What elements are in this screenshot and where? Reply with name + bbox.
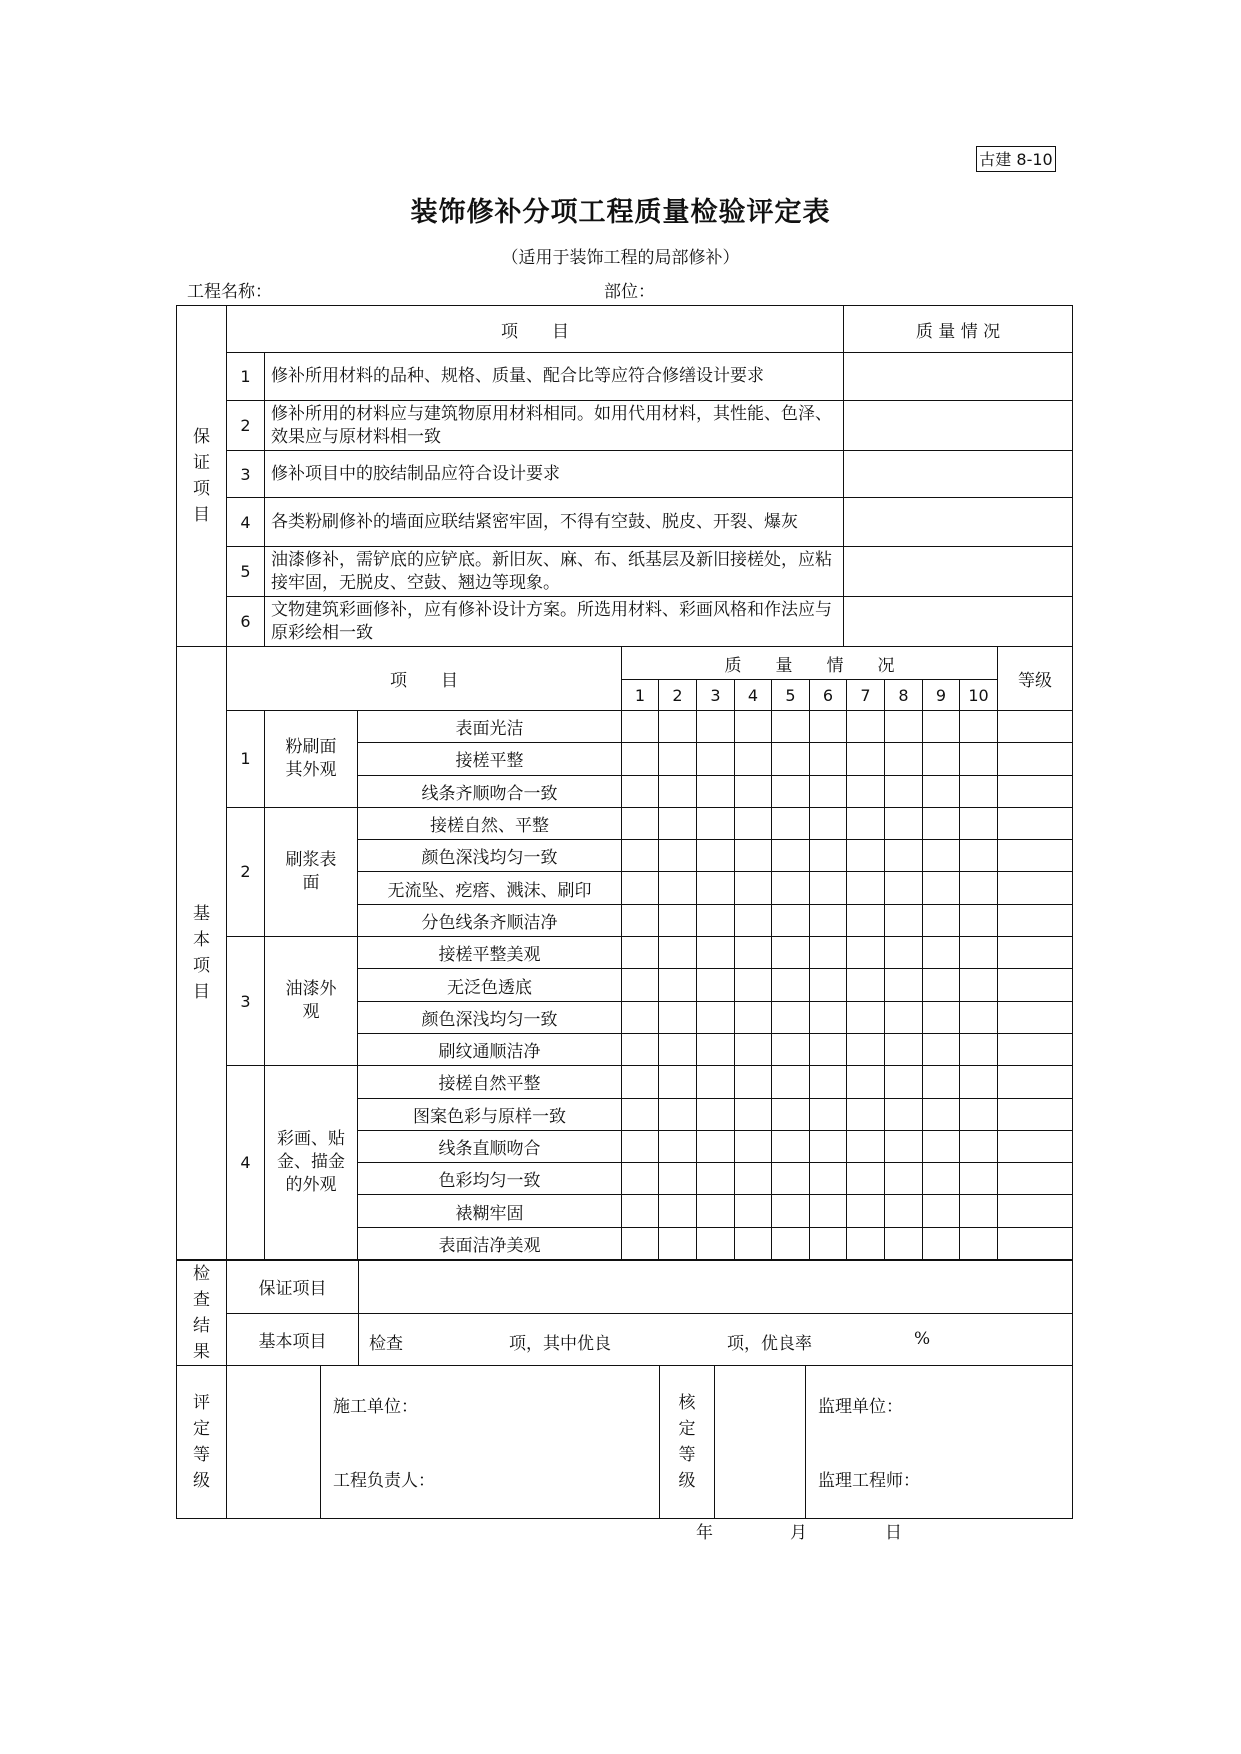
basic-item-label: 刷纹通顺洁净 bbox=[358, 1033, 622, 1065]
quality-check-cell[interactable] bbox=[960, 1195, 998, 1227]
quality-check-cell[interactable] bbox=[810, 840, 847, 872]
grade-cell[interactable] bbox=[998, 1001, 1073, 1033]
quality-check-cell[interactable] bbox=[697, 775, 735, 807]
basic-item-label: 无泛色透底 bbox=[358, 969, 622, 1001]
guarantee-quality-cell[interactable] bbox=[844, 498, 1073, 547]
guarantee-row-no: 3 bbox=[227, 451, 265, 498]
quality-check-cell[interactable] bbox=[659, 872, 697, 904]
evaluation-section-label bbox=[177, 1366, 227, 1519]
quality-check-cell[interactable] bbox=[659, 1163, 697, 1195]
quality-check-cell[interactable] bbox=[960, 1227, 998, 1259]
guarantee-quality-cell[interactable] bbox=[844, 451, 1073, 498]
quality-check-cell[interactable] bbox=[772, 840, 810, 872]
quality-check-cell[interactable] bbox=[659, 1195, 697, 1227]
quality-check-cell[interactable] bbox=[772, 807, 810, 839]
quality-check-cell[interactable] bbox=[960, 1098, 998, 1130]
quality-check-cell[interactable] bbox=[622, 1163, 659, 1195]
quality-check-cell[interactable] bbox=[772, 775, 810, 807]
guarantee-row-no: 6 bbox=[227, 597, 265, 647]
quality-check-cell[interactable] bbox=[885, 1227, 923, 1259]
quality-column-header: 8 bbox=[885, 680, 923, 711]
quality-check-cell[interactable] bbox=[810, 1227, 847, 1259]
guarantee-row-text: 修补项目中的胶结制品应符合设计要求 bbox=[265, 451, 844, 498]
supervision-engineer-label: 监理工程师： bbox=[818, 1471, 920, 1491]
quality-check-cell[interactable] bbox=[810, 904, 847, 936]
basic-group-no: 2 bbox=[227, 807, 265, 936]
grade-cell[interactable] bbox=[998, 904, 1073, 936]
basic-section-label bbox=[177, 647, 227, 1260]
quality-check-cell[interactable] bbox=[659, 1098, 697, 1130]
quality-check-cell[interactable] bbox=[659, 711, 697, 743]
quality-check-cell[interactable] bbox=[810, 1130, 847, 1162]
quality-check-cell[interactable] bbox=[847, 711, 885, 743]
quality-check-cell[interactable] bbox=[735, 937, 772, 969]
quality-check-cell[interactable] bbox=[923, 969, 960, 1001]
quality-check-cell[interactable] bbox=[735, 711, 772, 743]
quality-check-cell[interactable] bbox=[810, 711, 847, 743]
basic-item-label: 表面洁净美观 bbox=[358, 1227, 622, 1259]
basic-item-label: 无流坠、疙瘩、溅沫、刷印 bbox=[358, 872, 622, 904]
quality-check-cell[interactable] bbox=[622, 1033, 659, 1065]
basic-item-label: 线条齐顺吻合一致 bbox=[358, 775, 622, 807]
quality-check-cell[interactable] bbox=[960, 1033, 998, 1065]
quality-check-cell[interactable] bbox=[659, 743, 697, 775]
quality-check-cell[interactable] bbox=[810, 807, 847, 839]
guarantee-row-text: 修补所用材料的品种、规格、质量、配合比等应符合修缮设计要求 bbox=[265, 353, 844, 401]
result-table bbox=[176, 1260, 1073, 1519]
quality-check-cell[interactable] bbox=[885, 807, 923, 839]
verify-grade-label-cell bbox=[660, 1366, 715, 1519]
quality-check-cell[interactable] bbox=[923, 807, 960, 839]
quality-check-cell[interactable] bbox=[697, 1195, 735, 1227]
guarantee-header-quality: 质 量 情 况 bbox=[844, 306, 1073, 353]
quality-check-cell[interactable] bbox=[923, 1130, 960, 1162]
quality-check-cell[interactable] bbox=[885, 969, 923, 1001]
quality-check-cell[interactable] bbox=[923, 1195, 960, 1227]
grade-cell[interactable] bbox=[998, 1227, 1073, 1259]
guarantee-table bbox=[176, 305, 1073, 647]
quality-check-cell[interactable] bbox=[735, 904, 772, 936]
grade-cell[interactable] bbox=[998, 1033, 1073, 1065]
quality-check-cell[interactable] bbox=[960, 1066, 998, 1098]
quality-check-cell[interactable] bbox=[960, 1163, 998, 1195]
construction-unit-cell[interactable] bbox=[321, 1366, 660, 1519]
guarantee-section-text: 保 证 项 目 bbox=[193, 427, 210, 525]
quality-check-cell[interactable] bbox=[659, 904, 697, 936]
basic-item-label: 线条直顺吻合 bbox=[358, 1130, 622, 1162]
basic-group-no: 3 bbox=[227, 937, 265, 1066]
quality-check-cell[interactable] bbox=[960, 840, 998, 872]
quality-check-cell[interactable] bbox=[697, 743, 735, 775]
verify-grade-cell[interactable] bbox=[715, 1366, 806, 1519]
page-title: 装饰修补分项工程质量检验评定表 bbox=[410, 197, 831, 228]
quality-check-cell[interactable] bbox=[697, 969, 735, 1001]
guarantee-quality-cell[interactable] bbox=[844, 597, 1073, 647]
verify-grade-text: 核 定 等 级 bbox=[678, 1393, 696, 1491]
quality-check-cell[interactable] bbox=[697, 840, 735, 872]
inspection-basic-label: 基本项目 bbox=[227, 1313, 359, 1366]
quality-check-cell[interactable] bbox=[659, 807, 697, 839]
basic-item-label: 分色线条齐顺洁净 bbox=[358, 904, 622, 936]
quality-check-cell[interactable] bbox=[810, 775, 847, 807]
quality-column-header: 2 bbox=[659, 680, 697, 711]
quality-check-cell[interactable] bbox=[847, 743, 885, 775]
grade-cell[interactable] bbox=[998, 1066, 1073, 1098]
grade-cell[interactable] bbox=[998, 969, 1073, 1001]
basic-header-quality: 质 量 情 况 bbox=[622, 647, 998, 680]
quality-check-cell[interactable] bbox=[772, 1033, 810, 1065]
quality-check-cell[interactable] bbox=[923, 775, 960, 807]
basic-group-name: 油漆外 观 bbox=[265, 937, 358, 1066]
quality-check-cell[interactable] bbox=[697, 807, 735, 839]
guarantee-row-text: 文物建筑彩画修补，应有修补设计方案。所选用材料、彩画风格和作法应与原彩绘相一致 bbox=[265, 597, 844, 647]
quality-check-cell[interactable] bbox=[923, 1098, 960, 1130]
basic-item-label: 裱糊牢固 bbox=[358, 1195, 622, 1227]
quality-check-cell[interactable] bbox=[772, 1066, 810, 1098]
quality-check-cell[interactable] bbox=[622, 969, 659, 1001]
quality-check-cell[interactable] bbox=[960, 1130, 998, 1162]
quality-check-cell[interactable] bbox=[810, 1033, 847, 1065]
quality-check-cell[interactable] bbox=[772, 872, 810, 904]
quality-check-cell[interactable] bbox=[735, 807, 772, 839]
quality-check-cell[interactable] bbox=[847, 775, 885, 807]
basic-group-no: 4 bbox=[227, 1066, 265, 1260]
quality-check-cell[interactable] bbox=[960, 937, 998, 969]
table-row bbox=[177, 401, 1073, 451]
quality-check-cell[interactable] bbox=[923, 1033, 960, 1065]
quality-column-header: 10 bbox=[960, 680, 998, 711]
quality-check-cell[interactable] bbox=[772, 969, 810, 1001]
location-label: 部位： bbox=[604, 282, 655, 302]
supervision-cell[interactable] bbox=[806, 1366, 1073, 1519]
quality-check-cell[interactable] bbox=[885, 1033, 923, 1065]
quality-check-cell[interactable] bbox=[960, 807, 998, 839]
guarantee-quality-cell[interactable] bbox=[844, 353, 1073, 401]
quality-check-cell[interactable] bbox=[885, 1195, 923, 1227]
table-row bbox=[177, 597, 1073, 647]
date-month: 月 bbox=[790, 1523, 807, 1543]
table-row bbox=[177, 353, 1073, 401]
grade-cell[interactable] bbox=[998, 743, 1073, 775]
quality-check-cell[interactable] bbox=[622, 743, 659, 775]
quality-check-cell[interactable] bbox=[659, 937, 697, 969]
quality-check-cell[interactable] bbox=[810, 1163, 847, 1195]
quality-check-cell[interactable] bbox=[697, 1033, 735, 1065]
quality-check-cell[interactable] bbox=[847, 1130, 885, 1162]
table-row bbox=[177, 807, 1073, 839]
guarantee-section-label bbox=[177, 306, 227, 647]
grade-cell[interactable] bbox=[998, 840, 1073, 872]
percent-sign: % bbox=[914, 1328, 931, 1349]
quality-check-cell[interactable] bbox=[659, 1001, 697, 1033]
quality-check-cell[interactable] bbox=[659, 969, 697, 1001]
quality-check-cell[interactable] bbox=[622, 937, 659, 969]
quality-check-cell[interactable] bbox=[659, 1130, 697, 1162]
quality-check-cell[interactable] bbox=[697, 937, 735, 969]
quality-check-cell[interactable] bbox=[810, 743, 847, 775]
quality-check-cell[interactable] bbox=[622, 1227, 659, 1259]
basic-table bbox=[176, 646, 1073, 1260]
page-subtitle: （适用于装饰工程的局部修补） bbox=[501, 248, 740, 268]
quality-check-cell[interactable] bbox=[735, 1098, 772, 1130]
quality-check-cell[interactable] bbox=[960, 775, 998, 807]
quality-check-cell[interactable] bbox=[847, 969, 885, 1001]
quality-check-cell[interactable] bbox=[923, 904, 960, 936]
quality-check-cell[interactable] bbox=[659, 1033, 697, 1065]
quality-check-cell[interactable] bbox=[885, 840, 923, 872]
guarantee-header-item: 项 目 bbox=[227, 306, 844, 353]
quality-check-cell[interactable] bbox=[622, 775, 659, 807]
quality-check-cell[interactable] bbox=[847, 1001, 885, 1033]
quality-check-cell[interactable] bbox=[960, 1001, 998, 1033]
guarantee-row-text: 修补所用的材料应与建筑物原用材料相同。如用代用材料，其性能、色泽、效果应与原材料相一致 bbox=[265, 401, 844, 451]
basic-item-label: 接槎自然、平整 bbox=[358, 807, 622, 839]
quality-check-cell[interactable] bbox=[772, 1130, 810, 1162]
basic-item-label: 接槎自然平整 bbox=[358, 1066, 622, 1098]
grade-cell[interactable] bbox=[998, 1130, 1073, 1162]
inspection-guarantee-label: 保证项目 bbox=[227, 1261, 359, 1314]
grade-cell[interactable] bbox=[998, 711, 1073, 743]
quality-check-cell[interactable] bbox=[847, 807, 885, 839]
project-name-label: 工程名称： bbox=[187, 282, 272, 302]
quality-check-cell[interactable] bbox=[810, 872, 847, 904]
project-manager-label: 工程负责人： bbox=[333, 1471, 435, 1491]
quality-check-cell[interactable] bbox=[960, 743, 998, 775]
inspection-section-label bbox=[177, 1261, 227, 1366]
quality-check-cell[interactable] bbox=[735, 1001, 772, 1033]
quality-check-cell[interactable] bbox=[960, 904, 998, 936]
basic-item-label: 图案色彩与原样一致 bbox=[358, 1098, 622, 1130]
quality-check-cell[interactable] bbox=[735, 1227, 772, 1259]
table-row bbox=[177, 1066, 1073, 1098]
quality-check-cell[interactable] bbox=[735, 1163, 772, 1195]
quality-check-cell[interactable] bbox=[885, 872, 923, 904]
quality-check-cell[interactable] bbox=[923, 1227, 960, 1259]
quality-column-header: 1 bbox=[622, 680, 659, 711]
quality-check-cell[interactable] bbox=[697, 1098, 735, 1130]
table-row bbox=[177, 937, 1073, 969]
grade-cell[interactable] bbox=[998, 937, 1073, 969]
quality-check-cell[interactable] bbox=[659, 1227, 697, 1259]
quality-check-cell[interactable] bbox=[885, 1001, 923, 1033]
quality-check-cell[interactable] bbox=[735, 872, 772, 904]
quality-check-cell[interactable] bbox=[847, 1163, 885, 1195]
quality-check-cell[interactable] bbox=[960, 969, 998, 1001]
inspection-guarantee-value[interactable] bbox=[359, 1261, 1073, 1314]
quality-check-cell[interactable] bbox=[885, 1098, 923, 1130]
quality-check-cell[interactable] bbox=[735, 1130, 772, 1162]
quality-check-cell[interactable] bbox=[772, 711, 810, 743]
quality-check-cell[interactable] bbox=[923, 872, 960, 904]
quality-check-cell[interactable] bbox=[622, 1098, 659, 1130]
quality-check-cell[interactable] bbox=[847, 1066, 885, 1098]
guarantee-row-text: 油漆修补，需铲底的应铲底。新旧灰、麻、布、纸基层及新旧接槎处，应粘接牢固，无脱皮、空鼓、翘边等现象。 bbox=[265, 547, 844, 597]
basic-group-no: 1 bbox=[227, 711, 265, 808]
table-row bbox=[177, 711, 1073, 743]
grade-cell[interactable] bbox=[998, 872, 1073, 904]
quality-check-cell[interactable] bbox=[885, 775, 923, 807]
quality-check-cell[interactable] bbox=[622, 711, 659, 743]
quality-column-header: 3 bbox=[697, 680, 735, 711]
basic-item-label: 色彩均匀一致 bbox=[358, 1163, 622, 1195]
guarantee-quality-cell[interactable] bbox=[844, 401, 1073, 451]
inspection-basic-value[interactable] bbox=[359, 1313, 1073, 1366]
quality-check-cell[interactable] bbox=[735, 1195, 772, 1227]
quality-check-cell[interactable] bbox=[735, 969, 772, 1001]
quality-check-cell[interactable] bbox=[810, 1001, 847, 1033]
quality-check-cell[interactable] bbox=[847, 1227, 885, 1259]
guarantee-row-no: 5 bbox=[227, 547, 265, 597]
quality-check-cell[interactable] bbox=[772, 904, 810, 936]
basic-group-name: 彩画、贴 金、描金 的外观 bbox=[265, 1066, 358, 1260]
evaluation-section-text: 评 定 等 级 bbox=[193, 1393, 210, 1491]
quality-check-cell[interactable] bbox=[735, 1033, 772, 1065]
guarantee-row-no: 4 bbox=[227, 498, 265, 547]
quality-check-cell[interactable] bbox=[697, 1066, 735, 1098]
quality-check-cell[interactable] bbox=[810, 1066, 847, 1098]
quality-check-cell[interactable] bbox=[923, 937, 960, 969]
quality-check-cell[interactable] bbox=[847, 872, 885, 904]
quality-column-header: 5 bbox=[772, 680, 810, 711]
basic-item-label: 接槎平整 bbox=[358, 743, 622, 775]
guarantee-row-text: 各类粉刷修补的墙面应联结紧密牢固，不得有空鼓、脱皮、开裂、爆灰 bbox=[265, 498, 844, 547]
basic-item-label: 颜色深浅均匀一致 bbox=[358, 840, 622, 872]
quality-check-cell[interactable] bbox=[735, 1066, 772, 1098]
evaluation-grade-cell[interactable] bbox=[227, 1366, 321, 1519]
guarantee-row-no: 1 bbox=[227, 353, 265, 401]
quality-check-cell[interactable] bbox=[810, 1098, 847, 1130]
quality-check-cell[interactable] bbox=[810, 969, 847, 1001]
quality-check-cell[interactable] bbox=[659, 840, 697, 872]
quality-check-cell[interactable] bbox=[735, 743, 772, 775]
quality-check-cell[interactable] bbox=[772, 1098, 810, 1130]
quality-check-cell[interactable] bbox=[847, 1195, 885, 1227]
date-year: 年 bbox=[696, 1523, 713, 1543]
quality-check-cell[interactable] bbox=[847, 937, 885, 969]
quality-check-cell[interactable] bbox=[885, 1163, 923, 1195]
quality-check-cell[interactable] bbox=[923, 743, 960, 775]
quality-check-cell[interactable] bbox=[622, 1066, 659, 1098]
date-day: 日 bbox=[885, 1523, 902, 1543]
grade-cell[interactable] bbox=[998, 1195, 1073, 1227]
quality-check-cell[interactable] bbox=[735, 840, 772, 872]
quality-check-cell[interactable] bbox=[697, 1130, 735, 1162]
quality-check-cell[interactable] bbox=[659, 775, 697, 807]
basic-section-text: 基 本 项 目 bbox=[193, 904, 210, 1003]
quality-check-cell[interactable] bbox=[885, 711, 923, 743]
quality-check-cell[interactable] bbox=[810, 1195, 847, 1227]
quality-check-cell[interactable] bbox=[697, 904, 735, 936]
quality-check-cell[interactable] bbox=[885, 1066, 923, 1098]
items-excellent-label: 项，其中优良 bbox=[509, 1333, 611, 1354]
quality-check-cell[interactable] bbox=[847, 840, 885, 872]
basic-item-label: 表面光洁 bbox=[358, 711, 622, 743]
guarantee-quality-cell[interactable] bbox=[844, 547, 1073, 597]
grade-cell[interactable] bbox=[998, 1163, 1073, 1195]
quality-check-cell[interactable] bbox=[885, 937, 923, 969]
quality-check-cell[interactable] bbox=[697, 711, 735, 743]
supervision-unit-label: 监理单位： bbox=[818, 1397, 903, 1417]
quality-check-cell[interactable] bbox=[697, 1163, 735, 1195]
grade-cell[interactable] bbox=[998, 775, 1073, 807]
quality-check-cell[interactable] bbox=[697, 1227, 735, 1259]
quality-check-cell[interactable] bbox=[772, 1227, 810, 1259]
quality-check-cell[interactable] bbox=[772, 743, 810, 775]
quality-check-cell[interactable] bbox=[622, 1001, 659, 1033]
quality-check-cell[interactable] bbox=[772, 1163, 810, 1195]
table-row bbox=[177, 498, 1073, 547]
quality-check-cell[interactable] bbox=[885, 904, 923, 936]
quality-check-cell[interactable] bbox=[622, 1130, 659, 1162]
basic-item-label: 颜色深浅均匀一致 bbox=[358, 1001, 622, 1033]
quality-check-cell[interactable] bbox=[923, 711, 960, 743]
basic-group-name: 粉刷面 其外观 bbox=[265, 711, 358, 808]
quality-check-cell[interactable] bbox=[622, 872, 659, 904]
quality-check-cell[interactable] bbox=[885, 1130, 923, 1162]
quality-check-cell[interactable] bbox=[923, 1001, 960, 1033]
quality-check-cell[interactable] bbox=[659, 1066, 697, 1098]
grade-cell[interactable] bbox=[998, 1098, 1073, 1130]
date-line bbox=[0, 1518, 1241, 1542]
basic-item-label: 接槎平整美观 bbox=[358, 937, 622, 969]
items-rate-label: 项，优良率 bbox=[727, 1333, 812, 1354]
inspection-section-text: 检 查 结 果 bbox=[193, 1264, 210, 1362]
basic-group-name: 刷浆表 面 bbox=[265, 807, 358, 936]
quality-column-header: 7 bbox=[847, 680, 885, 711]
quality-check-cell[interactable] bbox=[772, 937, 810, 969]
quality-check-cell[interactable] bbox=[622, 807, 659, 839]
quality-check-cell[interactable] bbox=[847, 1098, 885, 1130]
table-row bbox=[177, 451, 1073, 498]
check-label: 检查 bbox=[369, 1333, 403, 1354]
quality-check-cell[interactable] bbox=[697, 1001, 735, 1033]
quality-column-header: 9 bbox=[923, 680, 960, 711]
quality-check-cell[interactable] bbox=[772, 1001, 810, 1033]
quality-check-cell[interactable] bbox=[960, 711, 998, 743]
doc-code: 古建 8-10 bbox=[976, 146, 1056, 172]
quality-check-cell[interactable] bbox=[622, 1195, 659, 1227]
basic-header-grade: 等级 bbox=[998, 647, 1073, 711]
quality-check-cell[interactable] bbox=[847, 1033, 885, 1065]
quality-column-header: 4 bbox=[735, 680, 772, 711]
grade-cell[interactable] bbox=[998, 807, 1073, 839]
quality-check-cell[interactable] bbox=[847, 904, 885, 936]
quality-check-cell[interactable] bbox=[810, 937, 847, 969]
quality-column-header: 6 bbox=[810, 680, 847, 711]
quality-check-cell[interactable] bbox=[885, 743, 923, 775]
construction-unit-label: 施工单位： bbox=[333, 1397, 418, 1417]
quality-check-cell[interactable] bbox=[772, 1195, 810, 1227]
guarantee-row-no: 2 bbox=[227, 401, 265, 451]
quality-check-cell[interactable] bbox=[923, 1163, 960, 1195]
basic-header-item: 项 目 bbox=[227, 647, 622, 711]
quality-check-cell[interactable] bbox=[923, 1066, 960, 1098]
quality-check-cell[interactable] bbox=[697, 872, 735, 904]
quality-check-cell[interactable] bbox=[735, 775, 772, 807]
quality-check-cell[interactable] bbox=[622, 840, 659, 872]
table-row bbox=[177, 547, 1073, 597]
quality-check-cell[interactable] bbox=[622, 904, 659, 936]
quality-check-cell[interactable] bbox=[923, 840, 960, 872]
quality-check-cell[interactable] bbox=[960, 872, 998, 904]
